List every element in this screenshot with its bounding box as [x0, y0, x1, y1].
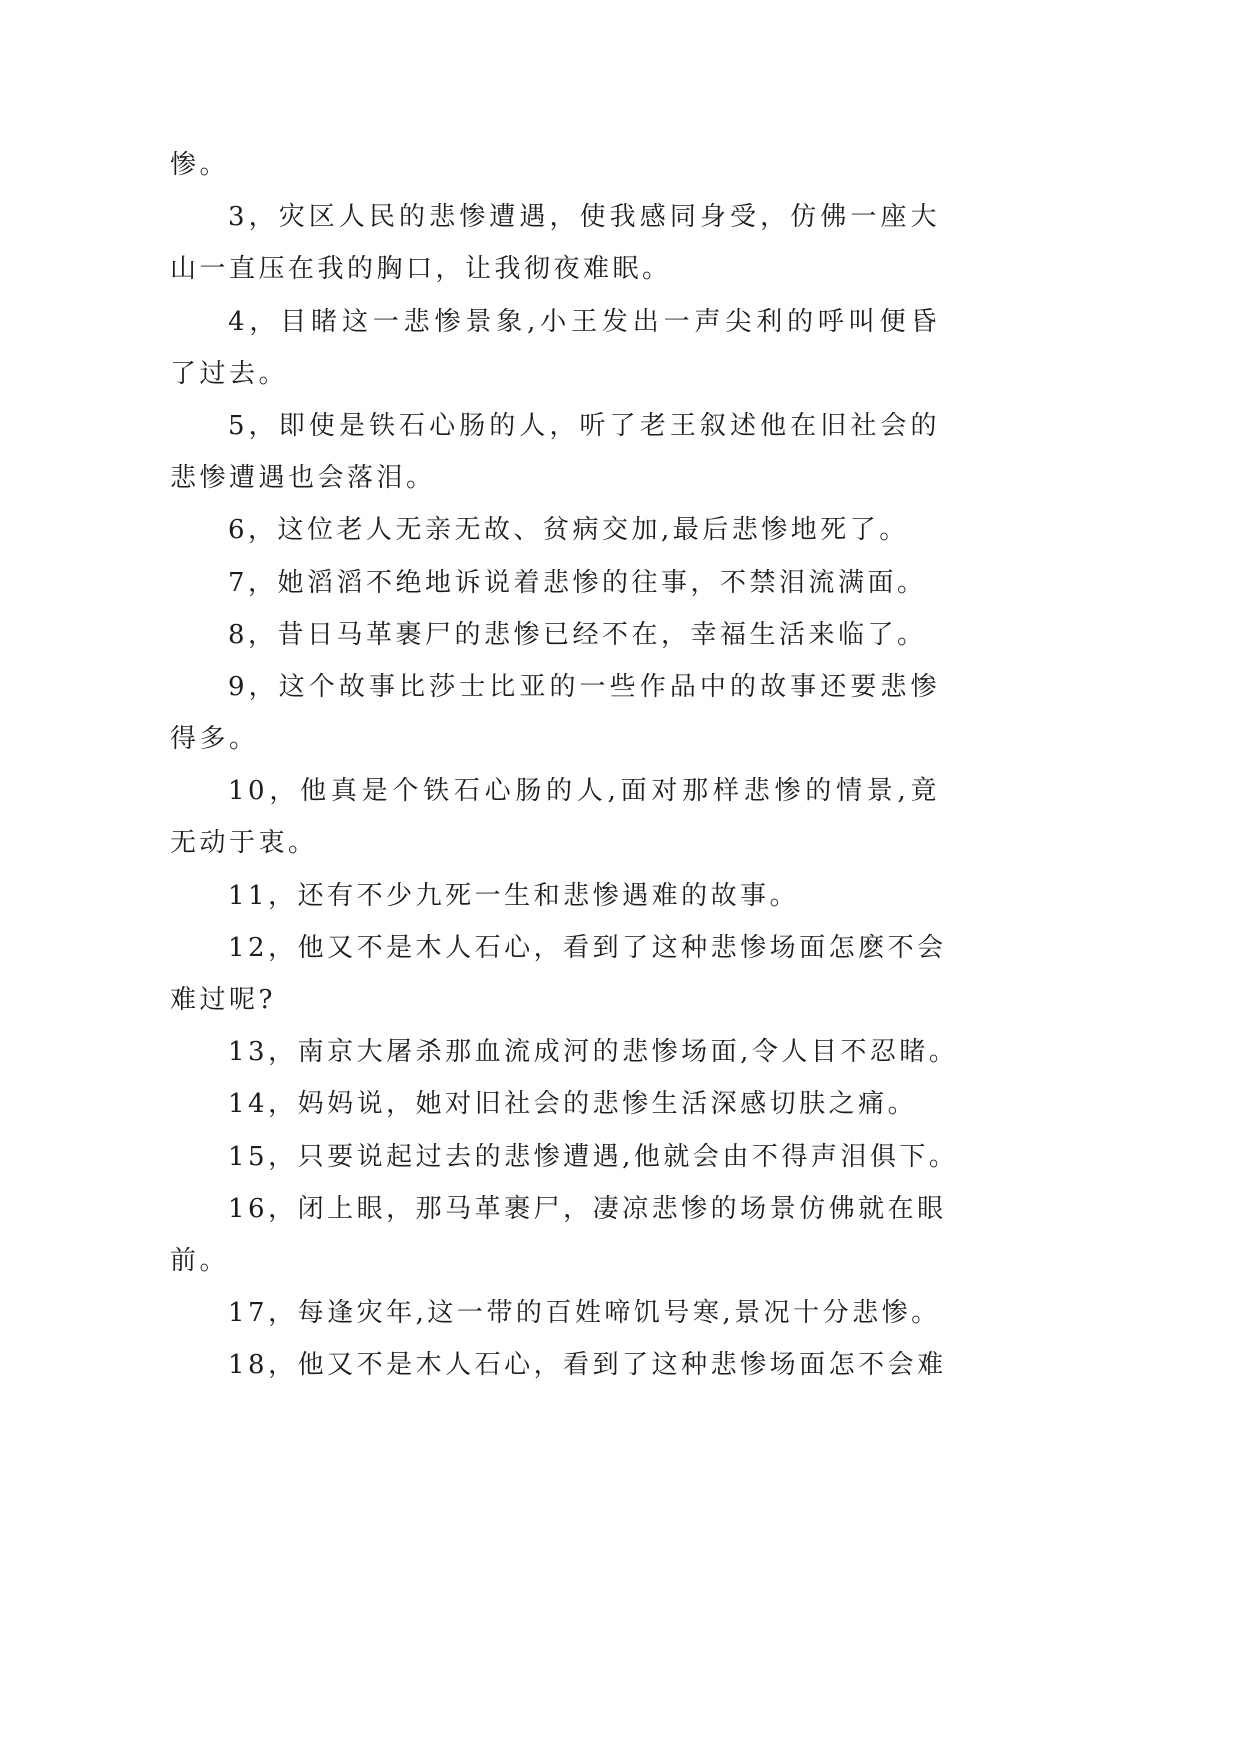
list-item-15	[170, 1131, 959, 1183]
paragraph-line: 7，她滔滔不绝地诉说着悲惨的往事，不禁泪流满面。	[228, 567, 927, 598]
paragraph-line: 12，他又不是木人石心，看到了这种悲惨场面怎麽不会	[228, 932, 947, 963]
paragraph-line: 前。	[170, 1245, 230, 1276]
list-item-5	[170, 400, 940, 504]
list-item-7	[170, 557, 940, 609]
paragraph-line: 9，这个故事比莎士比亚的一些作品中的故事还要悲惨	[228, 671, 940, 702]
list-item-12	[170, 922, 947, 1026]
paragraph-continuation	[170, 139, 940, 191]
paragraph-line: 难过呢?	[170, 985, 276, 1015]
paragraph-line: 17，每逢灾年,这一带的百姓啼饥号寒,景况十分悲惨。	[228, 1298, 941, 1329]
paragraph-line: 13，南京大屠杀那血流成河的悲惨场面,令人目不忍睹。	[228, 1037, 959, 1068]
document-body	[170, 139, 959, 1392]
paragraph-line: 了过去。	[170, 358, 289, 389]
paragraph-line: 15，只要说起过去的悲惨遭遇,他就会由不得声泪俱下。	[228, 1141, 959, 1172]
paragraph-line: 5，即使是铁石心肠的人，听了老王叙述他在旧社会的	[228, 410, 940, 441]
paragraph-line: 10，他真是个铁石心肠的人,面对那样悲惨的情景,竟	[228, 776, 940, 807]
paragraph-line: 14，妈妈说，她对旧社会的悲惨生活深感切肤之痛。	[228, 1089, 918, 1120]
list-item-6	[170, 504, 940, 556]
paragraph-line: 8，昔日马革裹尸的悲惨已经不在，幸福生活来临了。	[228, 619, 927, 650]
paragraph-line: 18，他又不是木人石心，看到了这种悲惨场面怎不会难	[228, 1350, 947, 1381]
paragraph-line: 3，灾区人民的悲惨遭遇，使我感同身受，仿佛一座大	[228, 202, 940, 233]
paragraph-line: 6，这位老人无亲无故、贫病交加,最后悲惨地死了。	[228, 515, 909, 546]
list-item-9	[170, 661, 940, 765]
list-item-10	[170, 765, 940, 869]
list-item-17	[170, 1287, 940, 1339]
paragraph-line: 无动于衷。	[170, 828, 318, 859]
list-item-8	[170, 609, 940, 661]
paragraph-line: 得多。	[170, 724, 259, 755]
list-item-18	[170, 1339, 947, 1391]
paragraph-line: 16，闭上眼，那马革裹尸，凄凉悲惨的场景仿佛就在眼	[228, 1193, 947, 1224]
list-item-3	[170, 191, 940, 295]
paragraph-line: 惨。	[170, 150, 230, 180]
paragraph-line: 4，目睹这一悲惨景象,小王发出一声尖利的呼叫便昏	[228, 306, 940, 337]
list-item-13	[170, 1026, 959, 1078]
list-item-16	[170, 1183, 947, 1287]
paragraph-line: 11，还有不少九死一生和悲惨遇难的故事。	[228, 880, 800, 911]
paragraph-line: 山一直压在我的胸口，让我彻夜难眠。	[170, 254, 672, 285]
list-item-14	[170, 1078, 940, 1130]
list-item-4	[170, 296, 940, 400]
paragraph-line: 悲惨遭遇也会落泪。	[170, 463, 436, 494]
list-item-11	[170, 870, 940, 922]
